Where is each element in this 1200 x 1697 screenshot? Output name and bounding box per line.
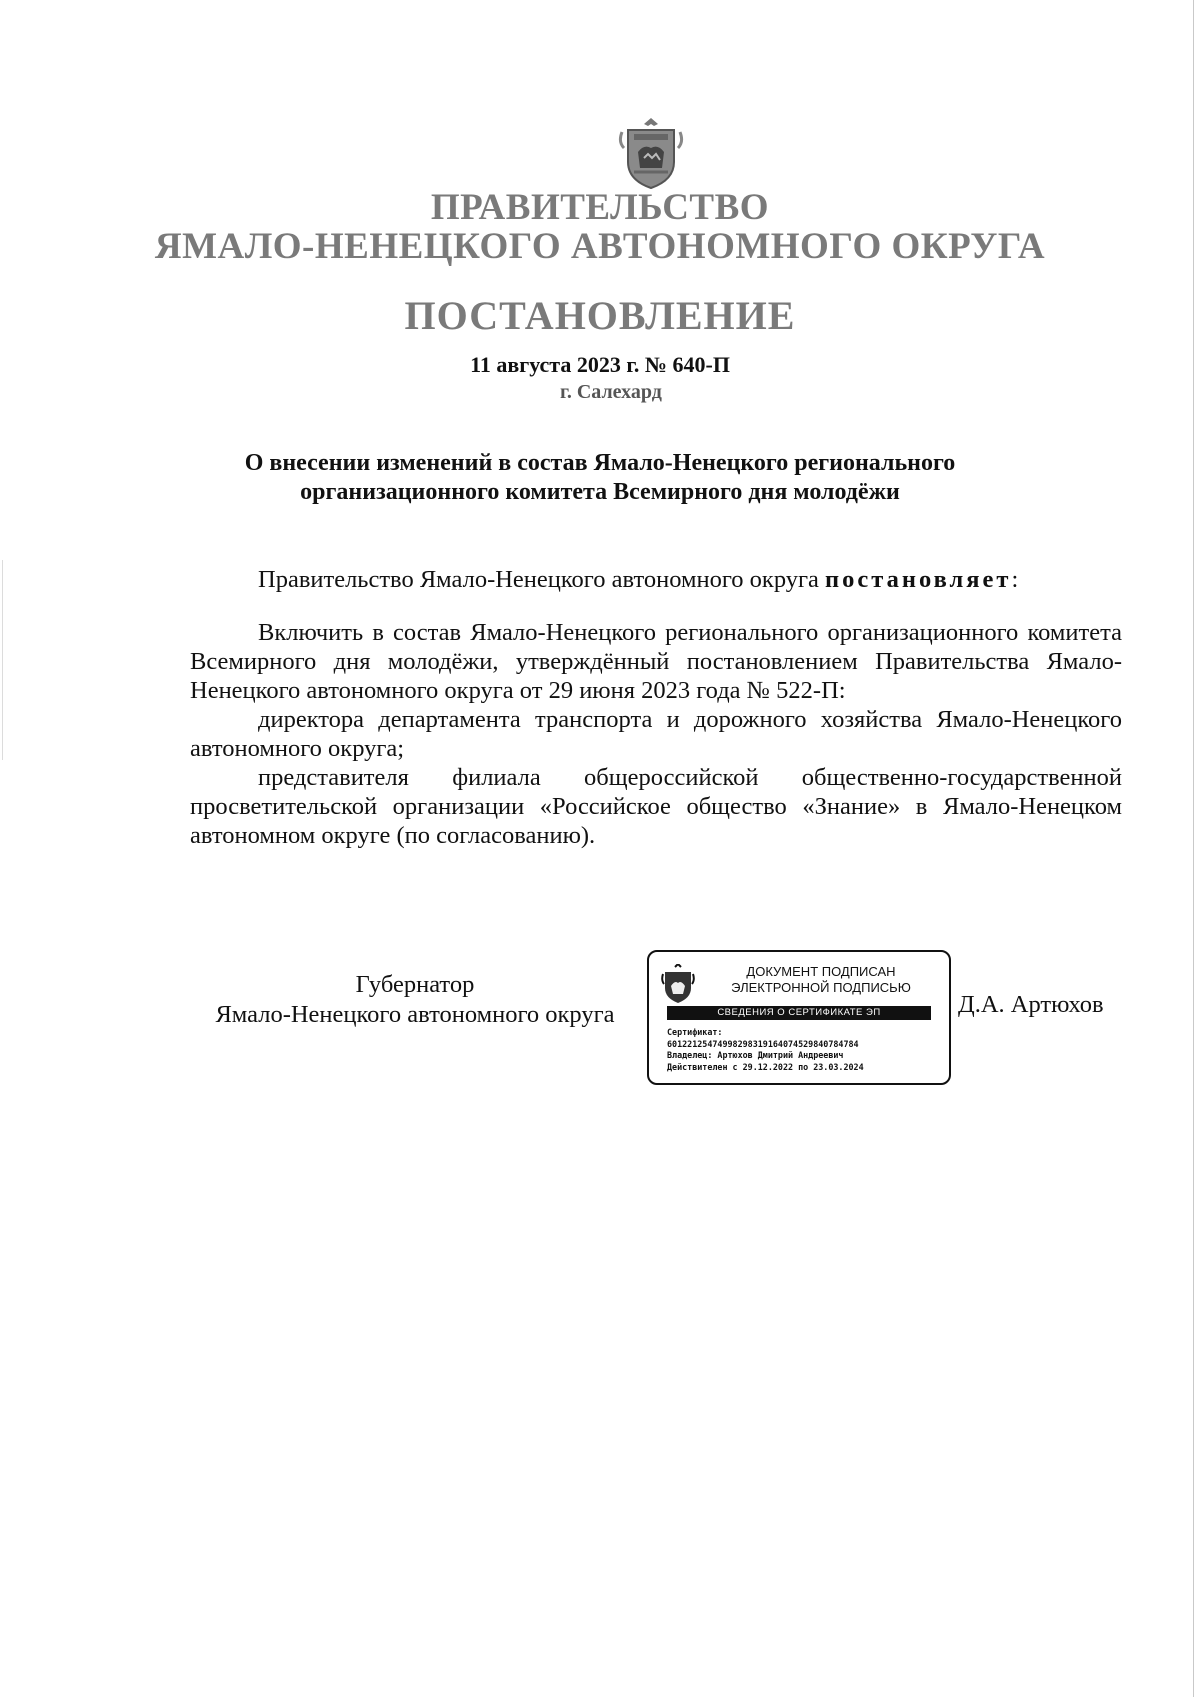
stamp-owner: Владелец: Артюхов Дмитрий Андреевич — [667, 1050, 844, 1060]
paragraph-item2: представителя филиала общероссийской общественно-государственной просветительской организации «Российское общество «Знание» в Ямало-Ненецком автономном округе (по согласованию). — [190, 764, 1122, 849]
document-date-number: 11 августа 2023 г. № 640-П — [470, 352, 730, 377]
stamp-emblem-icon — [661, 964, 695, 1004]
subject-line1: О внесении изменений в состав Ямало-Ненецкого регионального — [244, 450, 956, 476]
lead-verb: постановляет — [825, 566, 1012, 593]
paragraph-item1: директора департамента транспорта и дорожного хозяйства Ямало-Ненецкого автономного округа; — [190, 706, 1122, 762]
coat-of-arms-icon — [614, 118, 688, 190]
stamp-title — [701, 964, 941, 996]
stamp-validity: Действителен с 29.12.2022 по 23.03.2024 — [667, 1061, 864, 1072]
stamp-bar: СВЕДЕНИЯ О СЕРТИФИКАТЕ ЭП — [667, 1006, 931, 1020]
stamp-title-line2: ЭЛЕКТРОННОЙ ПОДПИСЬЮ — [731, 980, 911, 995]
lead-text: Правительство Ямало-Ненецкого автономного округа — [258, 566, 826, 593]
signer-title-line2: Ямало-Ненецкого автономного округа — [215, 1001, 615, 1028]
stamp-certificate-info — [667, 1027, 945, 1073]
subject-line2: организационного комитета Всемирного дня молодёжи — [300, 479, 900, 505]
document-subject — [200, 449, 1000, 507]
main-text — [190, 618, 1122, 850]
org-name-line1: ПРАВИТЕЛЬСТВО — [430, 187, 770, 228]
document-type: ПОСТАНОВЛЕНИЕ — [404, 293, 796, 338]
signer-name: Д.А. Артюхов — [958, 991, 1104, 1018]
signer-title-line1: Губернатор — [355, 971, 475, 998]
paragraph-include: Включить в состав Ямало-Ненецкого регионального организационного комитета Всемирного дня молодёжи, утверждённый постановлением Правительства Ямало-Ненецкого автономного округа от 29 июня 2023 года № 522-П: — [190, 619, 1122, 704]
scan-edge-left — [2, 560, 3, 760]
org-name-line2: ЯМАЛО-НЕНЕЦКОГО АВТОНОМНОГО ОКРУГА — [154, 226, 1046, 267]
lead-colon: : — [1011, 566, 1019, 593]
stamp-cert-number: 601221254749982983191640745298407847​84 — [667, 1038, 859, 1049]
document-city: г. Салехард — [560, 381, 662, 403]
scan-edge — [1193, 0, 1194, 1697]
signer-title — [190, 970, 640, 1030]
lead-paragraph — [190, 565, 1122, 594]
stamp-title-line1: ДОКУМЕНТ ПОДПИСАН — [746, 964, 896, 979]
electronic-signature-stamp — [647, 950, 951, 1085]
stamp-cert-label: Сертификат: — [667, 1027, 723, 1037]
